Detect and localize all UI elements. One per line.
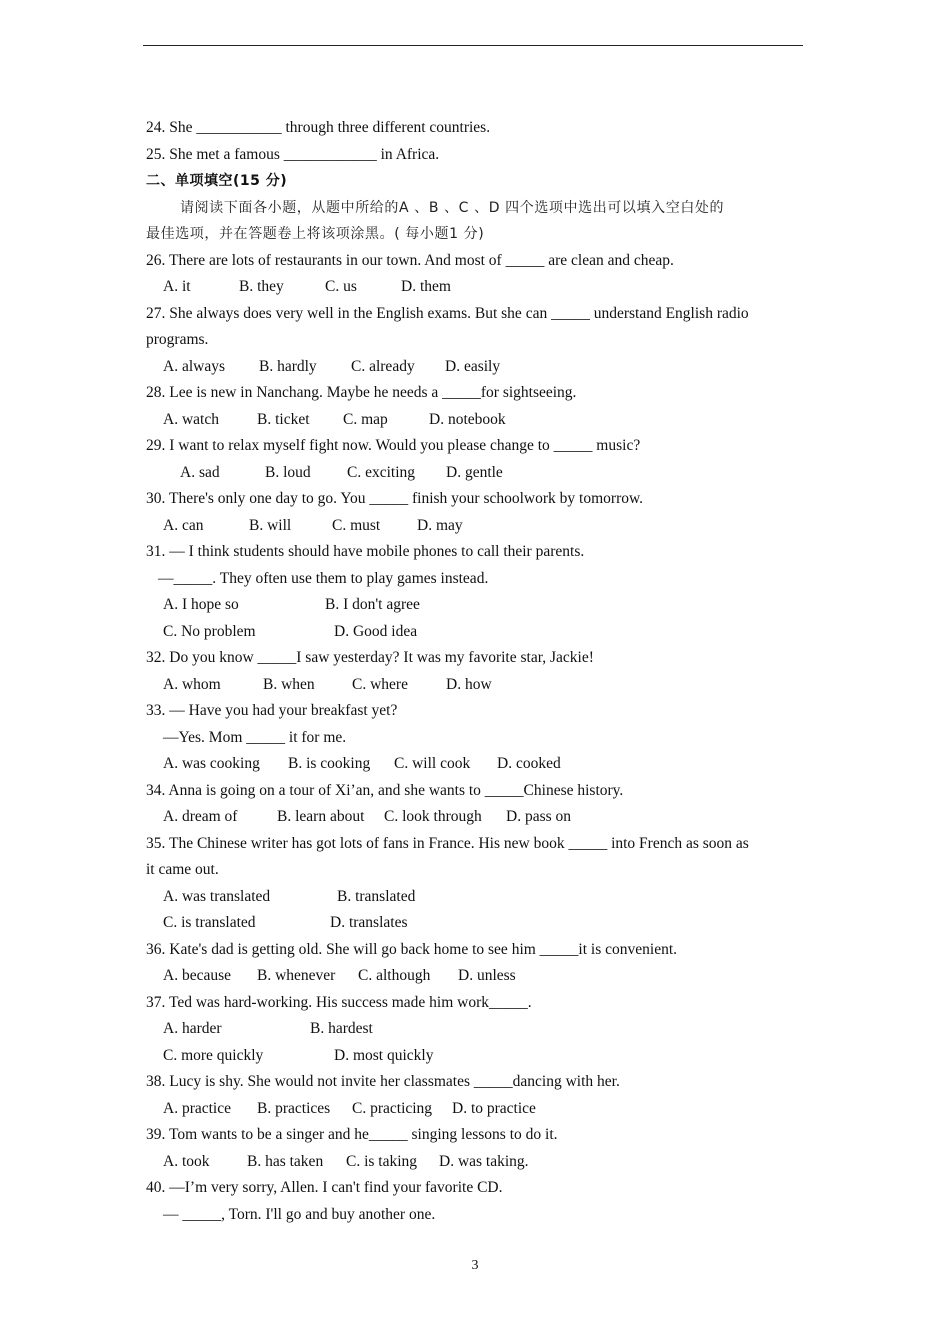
options-30 (146, 513, 808, 540)
question-28: 28. Lee is new in Nanchang. Maybe he needs a _____for sightseeing. (146, 384, 577, 401)
options-26 (146, 274, 808, 301)
option-a: A. was cooking (163, 755, 260, 772)
question-30: 30. There's only one day to go. You _____ finish your schoolwork by tomorrow. (146, 490, 644, 507)
question-24: 24. She ___________ through three different countries. (146, 119, 491, 136)
question-25: 25. She met a famous ____________ in Africa. (146, 145, 440, 163)
option-d: D. them (401, 278, 451, 295)
options-34 (146, 804, 808, 831)
option-d: D. pass on (506, 808, 572, 825)
option-a: A. I hope so (163, 596, 239, 613)
question-35-cont: it came out. (146, 861, 219, 878)
options-39 (146, 1149, 808, 1176)
question-35: 35. The Chinese writer has got lots of fans in France. His new book _____ into French as soon as (146, 834, 749, 852)
exam-page (146, 115, 808, 1228)
option-c: C. will cook (394, 755, 471, 772)
section-title: 二、单项填空(15 分) (146, 173, 288, 189)
option-b: B. hardly (259, 357, 317, 375)
options-32 (146, 672, 808, 699)
options-29 (146, 460, 808, 487)
option-d: D. notebook (429, 410, 506, 428)
question-34: 34. Anna is going on a tour of Xi’an, and she wants to _____Chinese history. (146, 781, 624, 799)
option-a: A. whom (163, 675, 221, 693)
header-rule (143, 45, 803, 46)
options-31-row2 (146, 619, 808, 646)
question-32: 32. Do you know _____I saw yesterday? It was my favorite star, Jackie! (146, 649, 594, 666)
option-d: D. to practice (452, 1099, 536, 1117)
option-c: C. map (343, 410, 388, 428)
option-d: D. easily (445, 357, 501, 375)
option-c: C. us (325, 278, 357, 295)
option-b: B. whenever (257, 967, 336, 984)
option-c: C. although (358, 967, 431, 984)
option-a: A. harder (163, 1020, 222, 1037)
option-b: B. when (263, 675, 315, 693)
option-c: C. look through (384, 808, 482, 825)
option-c: C. is taking (346, 1152, 418, 1170)
instruction-line-1: 请阅读下面各小题，从题中所给的A 、B 、C 、D 四个选项中选出可以填入空白处的 (180, 199, 725, 216)
option-b: B. ticket (257, 410, 310, 428)
options-35-row2 (146, 910, 808, 937)
option-b: B. they (239, 278, 284, 295)
option-a: A. practice (163, 1099, 231, 1117)
option-a: A. dream of (163, 808, 238, 825)
options-27 (146, 354, 808, 381)
option-c: C. where (352, 675, 408, 693)
option-a: A. sad (180, 463, 220, 481)
option-d: D. may (417, 516, 463, 534)
option-c: C. exciting (347, 463, 416, 481)
option-b: B. will (249, 516, 292, 534)
options-33 (146, 751, 808, 778)
question-39: 39. Tom wants to be a singer and he_____ singing lessons to do it. (146, 1126, 558, 1143)
options-31-row1 (146, 592, 808, 619)
option-a: A. was translated (163, 887, 271, 905)
options-35-row1 (146, 884, 808, 911)
option-a: A. always (163, 357, 225, 375)
option-d: D. most quickly (334, 1046, 434, 1064)
question-33: 33. — Have you had your breakfast yet? (146, 702, 398, 719)
question-38: 38. Lucy is shy. She would not invite her classmates _____dancing with her. (146, 1073, 620, 1090)
option-c: C. already (351, 357, 415, 375)
question-33-reply: —Yes. Mom _____ it for me. (163, 728, 347, 746)
option-d: D. was taking. (439, 1152, 529, 1170)
option-a: A. took (163, 1152, 210, 1170)
question-26: 26. There are lots of restaurants in our town. And most of _____ are clean and cheap. (146, 251, 674, 269)
page-number: 3 (471, 1258, 479, 1273)
option-d: D. translates (330, 914, 408, 931)
option-b: B. is cooking (288, 755, 371, 772)
options-37-row2 (146, 1043, 808, 1070)
question-36: 36. Kate's dad is getting old. She will go back home to see him _____it is convenient. (146, 940, 678, 958)
instruction-line-2: 最佳选项，并在答题卷上将该项涂黑。( 每小题1 分) (146, 226, 485, 242)
option-c: C. practicing (352, 1099, 433, 1117)
option-b: B. hardest (310, 1020, 373, 1037)
question-29: 29. I want to relax myself fight now. Would you please change to _____ music? (146, 437, 641, 454)
question-37: 37. Ted was hard-working. His success made him work_____. (146, 993, 532, 1011)
question-40-reply: — _____, Torn. I'll go and buy another one. (163, 1205, 436, 1223)
option-b: B. loud (265, 463, 311, 481)
option-c: C. more quickly (163, 1046, 264, 1064)
option-a: A. because (163, 967, 231, 984)
option-d: D. Good idea (334, 622, 418, 640)
option-a: A. can (163, 516, 204, 534)
option-b: B. practices (257, 1099, 331, 1117)
question-31: 31. — I think students should have mobile phones to call their parents. (146, 543, 585, 560)
options-28 (146, 407, 808, 434)
option-c: C. is translated (163, 914, 256, 931)
option-b: B. learn about (277, 808, 365, 825)
option-b: B. has taken (247, 1152, 324, 1170)
option-a: A. watch (163, 410, 219, 428)
options-38 (146, 1096, 808, 1123)
option-d: D. unless (458, 967, 516, 984)
option-c: C. must (332, 516, 381, 534)
option-b: B. translated (337, 887, 416, 905)
option-c: C. No problem (163, 622, 256, 640)
option-b: B. I don't agree (325, 596, 420, 613)
options-37-row1 (146, 1016, 808, 1043)
option-d: D. cooked (497, 755, 561, 772)
option-d: D. gentle (446, 463, 503, 481)
option-a: A. it (163, 278, 191, 295)
question-40: 40. —I’m very sorry, Allen. I can't find your favorite CD. (146, 1179, 503, 1196)
option-d: D. how (446, 675, 492, 693)
options-36 (146, 963, 808, 990)
question-31-reply: —_____. They often use them to play games instead. (158, 569, 489, 587)
question-27: 27. She always does very well in the English exams. But she can _____ understand English radio (146, 304, 749, 322)
question-27-cont: programs. (146, 331, 209, 348)
